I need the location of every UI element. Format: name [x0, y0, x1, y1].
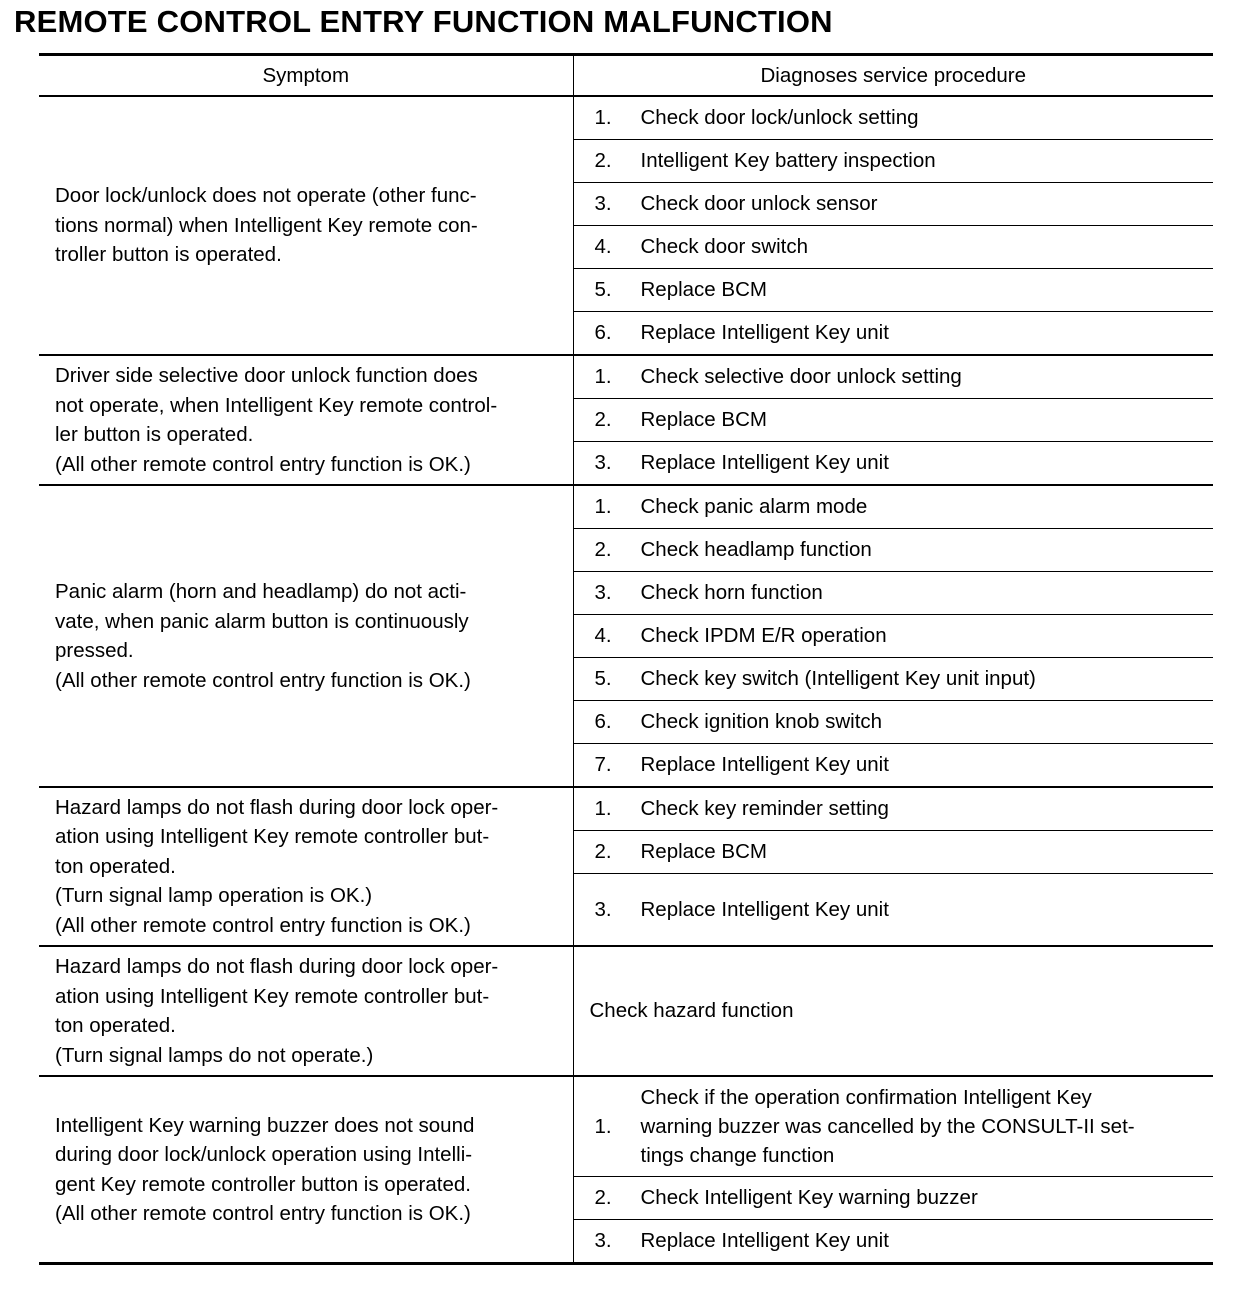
symptom-line: (Turn signal lamp operation is OK.)	[55, 884, 373, 908]
step-number: 1.	[594, 495, 612, 519]
step-text: Check headlamp function	[640, 538, 872, 562]
procedure-step	[573, 1076, 1213, 1177]
table-row	[39, 946, 1213, 1076]
symptom-line: tions normal) when Intelligent Key remote con-	[55, 213, 478, 237]
step-number: 2.	[594, 1186, 612, 1210]
step-text: Check horn function	[640, 581, 823, 605]
symptom-line: Door lock/unlock does not operate (other func-	[55, 184, 477, 208]
header-procedure: Diagnoses service procedure	[573, 55, 1213, 97]
procedure-step	[573, 140, 1213, 183]
step-text: Check ignition knob switch	[640, 710, 883, 734]
symptom-line: ton operated.	[55, 854, 176, 878]
procedure-step	[573, 874, 1213, 947]
procedure-step	[573, 1220, 1213, 1264]
step-number: 1.	[594, 1114, 612, 1138]
step-text	[641, 1083, 1135, 1170]
step-text: Check selective door unlock setting	[640, 365, 962, 389]
symptom-line: vate, when panic alarm button is continuously	[55, 609, 469, 633]
step-text: Replace Intelligent Key unit	[640, 753, 889, 777]
step-number: 7.	[594, 753, 612, 777]
step-number: 3.	[594, 451, 612, 475]
symptom-line: Hazard lamps do not flash during door lock oper-	[55, 955, 499, 978]
table-row	[39, 355, 1213, 399]
step-text: Check IPDM E/R operation	[640, 624, 887, 648]
procedure-step	[573, 269, 1213, 312]
symptom-line: Driver side selective door unlock function does	[55, 364, 478, 387]
step-number: 6.	[594, 710, 612, 734]
symptom-line: not operate, when Intelligent Key remote control-	[55, 393, 498, 417]
step-text: Replace Intelligent Key unit	[640, 897, 889, 921]
symptom-line: ler button is operated.	[55, 423, 254, 446]
procedure-step	[573, 183, 1213, 226]
step-number: 3.	[594, 192, 612, 216]
step-text: Check key switch (Intelligent Key unit input)	[640, 667, 1036, 691]
procedure-step	[573, 529, 1213, 572]
table-row	[39, 1076, 1213, 1177]
step-text: Check panic alarm mode	[640, 495, 868, 519]
step-number: 4.	[594, 235, 612, 259]
symptom-line: during door lock/unlock operation using Intelli-	[55, 1143, 473, 1166]
step-number: 2.	[594, 149, 612, 173]
table-row	[39, 485, 1213, 529]
procedure-step	[573, 226, 1213, 269]
symptom-cell	[39, 96, 573, 355]
procedure-step	[573, 96, 1213, 140]
symptom-line: (All other remote control entry function is OK.)	[55, 913, 471, 937]
symptom-cell	[39, 1076, 573, 1264]
symptom-line: ton operated.	[55, 1014, 176, 1037]
symptom-line: (All other remote control entry function is OK.)	[55, 668, 471, 692]
symptom-line: gent Key remote controller button is operated.	[55, 1172, 471, 1196]
step-number: 5.	[594, 667, 612, 691]
procedure-step	[573, 355, 1213, 399]
step-number: 5.	[594, 278, 612, 302]
page-title: REMOTE CONTROL ENTRY FUNCTION MALFUNCTION	[14, 4, 833, 39]
procedure-step	[573, 701, 1213, 744]
procedure-step	[573, 312, 1213, 356]
step-number: 1.	[594, 106, 612, 130]
procedure-single: Check hazard function	[573, 946, 1213, 1076]
procedure-step	[573, 658, 1213, 701]
symptom-line: pressed.	[55, 639, 134, 662]
step-number: 3.	[594, 897, 612, 921]
symptom-line: Panic alarm (horn and headlamp) do not acti-	[55, 580, 467, 603]
step-text: Replace Intelligent Key unit	[640, 1229, 889, 1253]
step-number: 2.	[594, 840, 612, 864]
symptom-line: Hazard lamps do not flash during door lock oper-	[55, 795, 499, 819]
step-text: Intelligent Key battery inspection	[640, 149, 936, 173]
procedure-step	[573, 572, 1213, 615]
symptom-line: ation using Intelligent Key remote controller but-	[55, 825, 490, 849]
symptom-cell	[39, 787, 573, 946]
symptom-cell	[39, 355, 573, 485]
step-text: Replace Intelligent Key unit	[640, 321, 889, 345]
procedure-step	[573, 615, 1213, 658]
step-text: Check Intelligent Key warning buzzer	[640, 1186, 978, 1210]
step-text: Check door switch	[640, 235, 808, 259]
procedure-step	[573, 399, 1213, 442]
procedure-step	[573, 831, 1213, 874]
table-row	[39, 96, 1213, 140]
step-number: 2.	[594, 408, 612, 432]
step-text: Check door unlock sensor	[640, 192, 878, 216]
step-number: 3.	[594, 581, 612, 605]
diagnosis-table	[39, 53, 1213, 1265]
symptom-line: Intelligent Key warning buzzer does not sound	[55, 1113, 475, 1137]
step-number: 1.	[594, 797, 612, 821]
step-number: 6.	[594, 321, 612, 345]
symptom-line: troller button is operated.	[55, 243, 282, 267]
step-text-line: Check if the operation confirmation Intelligent Key	[640, 1086, 1092, 1109]
step-text: Replace BCM	[640, 278, 767, 302]
symptom-cell	[39, 946, 573, 1076]
procedure-step	[573, 442, 1213, 486]
header-symptom: Symptom	[39, 55, 573, 97]
step-text: Replace BCM	[640, 408, 767, 432]
procedure-step	[573, 1177, 1213, 1220]
step-number: 3.	[594, 1229, 612, 1253]
symptom-line: (All other remote control entry function is OK.)	[55, 452, 471, 476]
symptom-line: ation using Intelligent Key remote controller but-	[55, 984, 490, 1008]
step-text-line: warning buzzer was cancelled by the CONSULT-II set-	[640, 1115, 1135, 1138]
symptom-cell	[39, 485, 573, 787]
procedure-step	[573, 744, 1213, 788]
step-text: Replace BCM	[640, 840, 767, 864]
step-number: 1.	[594, 365, 612, 389]
table-row	[39, 787, 1213, 831]
step-number: 2.	[594, 538, 612, 562]
step-text: Check key reminder setting	[640, 797, 889, 821]
step-text-line: tings change function	[640, 1144, 835, 1167]
table-header-row	[39, 55, 1213, 97]
step-text: Check door lock/unlock setting	[640, 106, 919, 130]
symptom-line: (All other remote control entry function is OK.)	[55, 1202, 471, 1225]
procedure-step	[573, 787, 1213, 831]
step-text: Replace Intelligent Key unit	[640, 451, 889, 475]
step-number: 4.	[594, 624, 612, 648]
procedure-step	[573, 485, 1213, 529]
symptom-line: (Turn signal lamps do not operate.)	[55, 1043, 374, 1067]
